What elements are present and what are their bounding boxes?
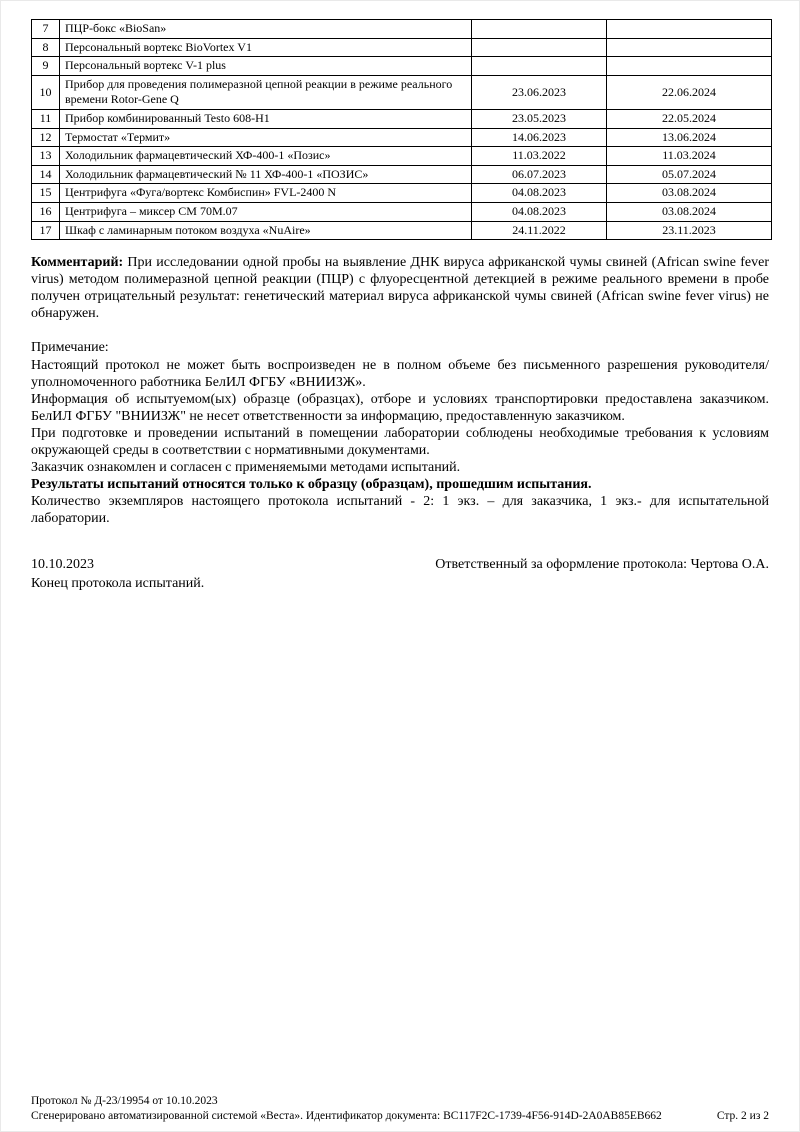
note-line: Настоящий протокол не может быть воспроизведен не в полном объеме без письменного разрешения руководителя/уполномоченного работника БелИЛ ФГБУ «ВНИИЗЖ». [31, 357, 769, 390]
verification-date [472, 20, 607, 39]
verification-date: 11.03.2022 [472, 147, 607, 166]
row-number: 16 [32, 202, 60, 221]
valid-until-date: 03.08.2024 [607, 184, 772, 203]
responsible-person: Ответственный за оформление протокола: Чертова О.А. [435, 557, 769, 573]
table-row [32, 75, 772, 109]
notes-section [31, 339, 769, 527]
equipment-name: Шкаф с ламинарным потоком воздуха «NuAire» [60, 221, 472, 240]
page-number: Стр. 2 из 2 [716, 1110, 769, 1123]
valid-until-date: 13.06.2024 [607, 128, 772, 147]
equipment-name: Центрифуга – миксер СМ 70М.07 [60, 202, 472, 221]
comment-label: Комментарий: [31, 255, 124, 271]
verification-date: 23.06.2023 [472, 75, 607, 109]
table-row [32, 20, 772, 39]
protocol-number-line: Протокол № Д-23/19954 от 10.10.2023 [31, 1094, 218, 1107]
table-row [32, 109, 772, 128]
note-line: При подготовке и проведении испытаний в помещении лаборатории соблюдены необходимые требования к условиям окружающей среды в соответствии с нормативными документами. [31, 425, 769, 458]
equipment-name: ПЦР-бокс «BioSan» [60, 20, 472, 39]
equipment-name: Холодильник фармацевтический № 11 ХФ-400-1 «ПОЗИС» [60, 165, 472, 184]
generated-by-line: Сгенерировано автоматизированной системой «Веста». Идентификатор документа: BC117F2C-1739-4F56-914D-2A0AB85EB662 [31, 1110, 662, 1123]
note-line: Информация об испытуемом(ых) образце (образцах), отборе и условиях транспортировки предоставлена заказчиком. БелИЛ ФГБУ "ВНИИЗЖ" не несет ответственности за информацию, предоставленную заказчиком. [31, 391, 769, 424]
equipment-table [31, 19, 772, 240]
verification-date [472, 57, 607, 76]
valid-until-date: 11.03.2024 [607, 147, 772, 166]
table-row [32, 147, 772, 166]
row-number: 9 [32, 57, 60, 76]
row-number: 13 [32, 147, 60, 166]
equipment-name: Центрифуга «Фуга/вортекс Комбиспин» FVL-2400 N [60, 184, 472, 203]
valid-until-date [607, 20, 772, 39]
equipment-name: Прибор комбинированный Testo 608-H1 [60, 109, 472, 128]
row-number: 11 [32, 109, 60, 128]
table-row [32, 165, 772, 184]
equipment-name: Термостат «Термит» [60, 128, 472, 147]
equipment-name: Холодильник фармацевтический ХФ-400-1 «Позис» [60, 147, 472, 166]
verification-date: 04.08.2023 [472, 184, 607, 203]
notes-title: Примечание: [31, 340, 109, 356]
valid-until-date: 05.07.2024 [607, 165, 772, 184]
valid-until-date: 03.08.2024 [607, 202, 772, 221]
row-number: 7 [32, 20, 60, 39]
verification-date: 14.06.2023 [472, 128, 607, 147]
valid-until-date: 22.06.2024 [607, 75, 772, 109]
comment-text: При исследовании одной пробы на выявление ДНК вируса африканской чумы свиней (African swine fever virus) методом полимеразной цепной реакции (ПЦР) с флуоресцентной детекцией в режиме реального времени в пробе получен отрицательный результат: генетический материал вируса африканской чумы свиней (African swine fever virus) не обнаружен. [31, 255, 769, 322]
row-number: 8 [32, 38, 60, 57]
verification-date [472, 38, 607, 57]
note-line: Заказчик ознакомлен и согласен с применяемыми методами испытаний. [31, 459, 461, 475]
table-row [32, 57, 772, 76]
equipment-name: Персональный вортекс BioVortex V1 [60, 38, 472, 57]
note-line-copies: Количество экземпляров настоящего протокола испытаний - 2: 1 экз. – для заказчика, 1 экз.- для испытательной лаборатории. [31, 494, 769, 527]
table-row [32, 202, 772, 221]
row-number: 15 [32, 184, 60, 203]
valid-until-date: 23.11.2023 [607, 221, 772, 240]
signature-row [31, 557, 769, 573]
verification-date: 23.05.2023 [472, 109, 607, 128]
verification-date: 04.08.2023 [472, 202, 607, 221]
table-row [32, 128, 772, 147]
page-footer [31, 1094, 769, 1125]
comment-paragraph [31, 254, 769, 322]
valid-until-date: 22.05.2024 [607, 109, 772, 128]
row-number: 12 [32, 128, 60, 147]
equipment-name: Прибор для проведения полимеразной цепной реакции в режиме реального времени Rotor-Gene Q [60, 75, 472, 109]
valid-until-date [607, 57, 772, 76]
table-row [32, 221, 772, 240]
verification-date: 06.07.2023 [472, 165, 607, 184]
protocol-date: 10.10.2023 [31, 557, 94, 573]
row-number: 17 [32, 221, 60, 240]
end-of-protocol: Конец протокола испытаний. [31, 576, 205, 592]
equipment-table-body [32, 20, 772, 240]
row-number: 10 [32, 75, 60, 109]
row-number: 14 [32, 165, 60, 184]
table-row [32, 184, 772, 203]
table-row [32, 38, 772, 57]
equipment-name: Персональный вортекс V-1 plus [60, 57, 472, 76]
note-line-results: Результаты испытаний относятся только к образцу (образцам), прошедшим испытания. [31, 477, 592, 493]
verification-date: 24.11.2022 [472, 221, 607, 240]
valid-until-date [607, 38, 772, 57]
